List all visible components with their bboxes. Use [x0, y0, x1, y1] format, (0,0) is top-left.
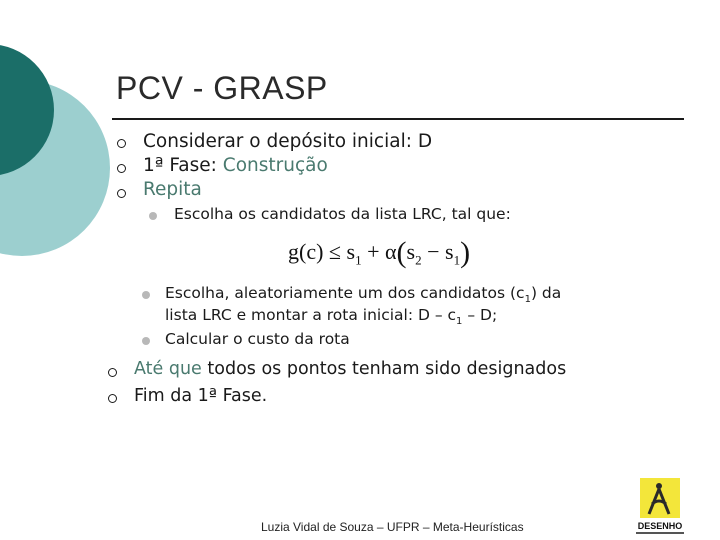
- logo-compass-head-icon: [656, 483, 662, 489]
- formula-symbol: s: [406, 239, 416, 264]
- bullet-filled: [142, 291, 150, 299]
- bullet-item-3: [143, 179, 202, 200]
- sub-item-2-line-2: [165, 306, 497, 327]
- formula-operator: +: [367, 239, 380, 264]
- sub-item-text: lista LRC e montar a rota inicial: D – c: [165, 306, 457, 324]
- slide-title: PCV - GRASP: [116, 70, 328, 106]
- logo-text: DESENHO: [637, 521, 683, 531]
- slide-footer: Luzia Vidal de Souza – UFPR – Meta-Heurísticas: [261, 520, 524, 534]
- sub-item-subscript: 1: [524, 294, 531, 306]
- sub-item-3: Calcular o custo da rota: [165, 330, 350, 348]
- formula-operator: ≤: [328, 239, 341, 264]
- bullet-item-2: [143, 155, 328, 176]
- formula-symbol: s: [445, 239, 454, 264]
- sub-item-text: Escolha, aleatoriamente um dos candidatos (c: [165, 284, 525, 302]
- desenho-logo: [632, 478, 688, 536]
- sub-item-text: ) da: [530, 284, 562, 302]
- formula-paren: ): [460, 236, 471, 269]
- sub-item-subscript: 1: [456, 316, 463, 328]
- bullet-hollow: [117, 139, 126, 148]
- title-divider: [112, 118, 684, 120]
- bullet-filled: [149, 212, 157, 220]
- bullet-filled: [142, 337, 150, 345]
- formula-paren: (: [396, 236, 407, 269]
- logo-underline: [636, 532, 684, 534]
- bullet-hollow: [117, 164, 126, 173]
- bullet-item-1: [143, 131, 432, 152]
- bullet-hollow: [108, 394, 117, 403]
- formula-subscript: 2: [415, 252, 422, 268]
- bullet-item-4: [134, 359, 566, 379]
- item-accent-text: Repita: [143, 179, 202, 200]
- bullet-hollow: [117, 189, 126, 198]
- item-text: todos os pontos tenham sido designados: [201, 359, 567, 379]
- item-text: 1ª Fase:: [143, 155, 223, 176]
- bullet-item-5: Fim da 1ª Fase.: [134, 386, 268, 406]
- formula-operator: −: [427, 239, 440, 264]
- formula-subscript: 1: [453, 252, 461, 268]
- formula: [288, 236, 470, 270]
- sub-item-1: Escolha os candidatos da lista LRC, tal que:: [174, 205, 511, 223]
- item-accent-text: Até que: [134, 359, 202, 379]
- formula-subscript: 1: [355, 252, 362, 268]
- formula-lhs: g(c): [288, 239, 324, 264]
- formula-symbol: α: [384, 239, 397, 264]
- sub-item-text: – D;: [462, 306, 498, 324]
- decorative-circles: [0, 0, 120, 300]
- item-text: Considerar o depósito inicial: D: [143, 131, 433, 152]
- sub-item-2-line-1: [165, 284, 561, 305]
- item-accent-text: Construção: [222, 155, 328, 176]
- formula-symbol: s: [346, 239, 356, 264]
- bullet-hollow: [108, 368, 117, 377]
